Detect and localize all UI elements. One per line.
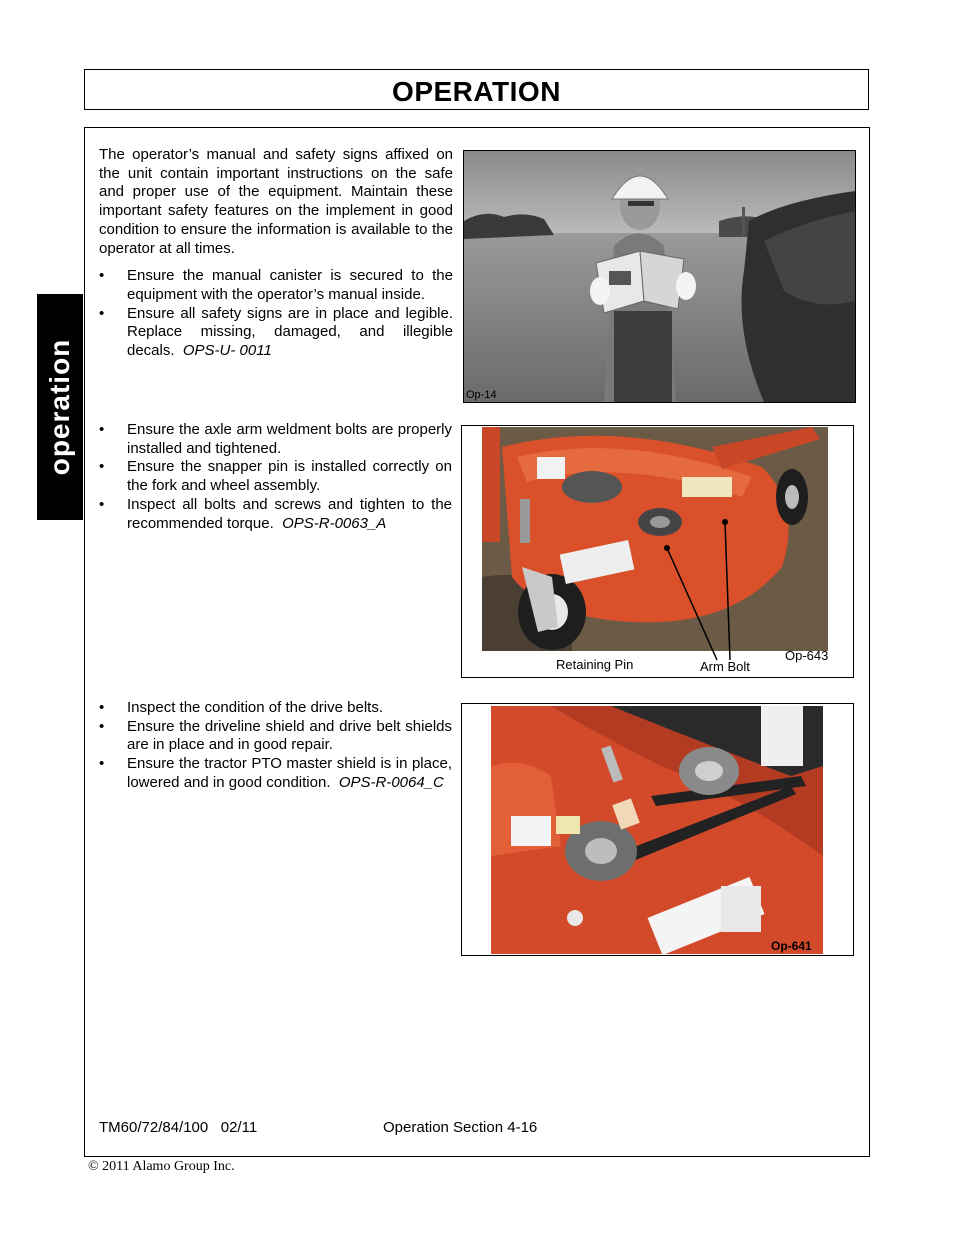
list-item: • Ensure all safety signs are in place and legible. Replace missing, damaged, and illegible decals. OPS-U- 0011 xyxy=(99,305,453,361)
copyright: © 2011 Alamo Group Inc. xyxy=(88,1159,235,1174)
section3-text xyxy=(99,699,452,793)
callout-retaining-pin: Retaining Pin xyxy=(556,657,634,672)
section3-bullets xyxy=(99,699,452,793)
list-item: • Inspect all bolts and screws and tighten to the recommended torque. OPS-R-0063_A xyxy=(99,496,452,533)
page-title: OPERATION xyxy=(392,76,561,107)
header-box xyxy=(84,69,869,110)
section2-text xyxy=(99,421,452,533)
figure-label: Op-643 xyxy=(785,648,829,663)
figure-op-641 xyxy=(461,703,854,956)
list-item: • Ensure the axle arm weldment bolts are properly installed and tightened. xyxy=(99,421,452,458)
list-item: • Inspect the condition of the drive belts. xyxy=(99,699,452,718)
callout-leader-lines xyxy=(462,426,855,679)
ops-code: OPS-U- 0011 xyxy=(182,342,272,360)
operator-reading-manual-photo xyxy=(464,151,855,402)
side-tab-label: operation xyxy=(44,338,75,476)
ops-code: OPS-R-0063_A xyxy=(282,514,387,532)
section2-bullets xyxy=(99,421,452,533)
figure-label: Op-641 xyxy=(771,939,812,953)
figure-label: Op-14 xyxy=(466,389,497,401)
footer-model: TM60/72/84/100 02/11 xyxy=(99,1119,258,1136)
list-item: • Ensure the snapper pin is installed correctly on the fork and wheel assembly. xyxy=(99,458,452,495)
callout-arm-bolt: Arm Bolt xyxy=(700,659,750,674)
intro-paragraph: The operator’s manual and safety signs affixed on the unit contain important instructions on the safe and proper use of the equipment. Maintain these important safety features on the implement in good condition to ensure the information is available to the operator at all times. xyxy=(99,146,453,257)
list-item: • Ensure the driveline shield and drive belt shields are in place and in good repair. xyxy=(99,718,452,755)
figure-op-643 xyxy=(461,425,854,678)
footer-section-page: Operation Section 4-16 xyxy=(383,1119,538,1136)
figure-op-14 xyxy=(463,150,856,403)
section1-bullets xyxy=(99,267,453,361)
list-item: • Ensure the manual canister is secured to the equipment with the operator’s manual inside. xyxy=(99,267,453,304)
section1-text xyxy=(99,146,453,361)
side-tab xyxy=(37,294,83,520)
drive-belt-pulleys-photo xyxy=(491,706,823,954)
list-item: • Ensure the tractor PTO master shield is in place, lowered and in good condition. OPS-R-0064_C xyxy=(99,755,452,792)
ops-code: OPS-R-0064_C xyxy=(338,773,444,791)
